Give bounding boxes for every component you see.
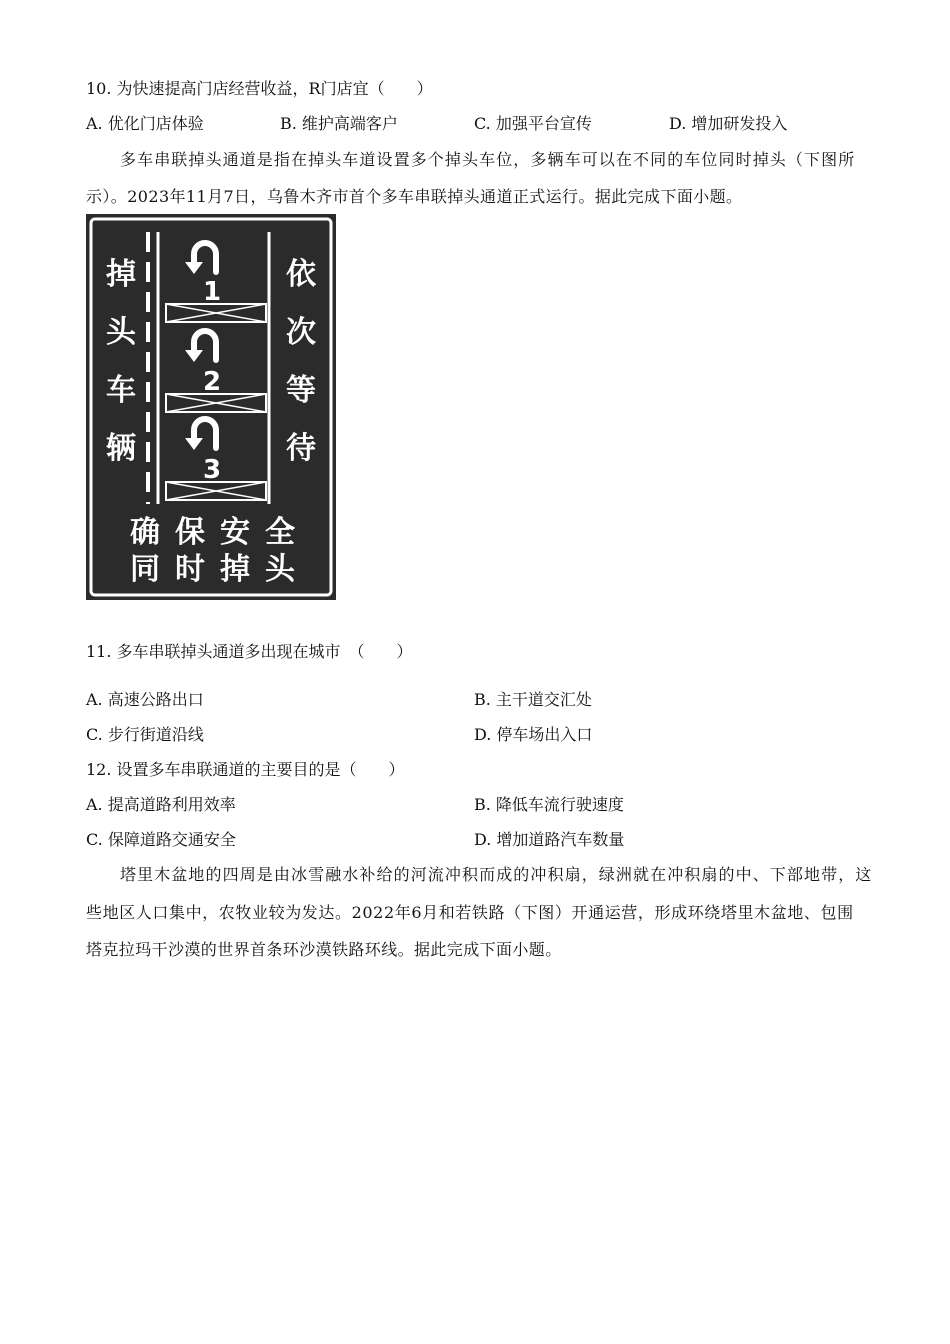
q11-option-a: A. 高速公路出口 xyxy=(86,690,204,709)
bottom-row1-char-4: 全 xyxy=(265,515,295,550)
bottom-row2-char-2: 时 xyxy=(175,552,205,587)
q12-option-b: B. 降低车流行驶速度 xyxy=(474,795,624,814)
q11-option-c: C. 步行街道沿线 xyxy=(86,725,204,744)
slot-number-2: 2 xyxy=(202,367,222,397)
passage2-line2: 些地区人口集中，农牧业较为发达。2022年6月和若铁路（下图）开通运营，形成环绕塔里木盆地、包围 xyxy=(86,903,854,922)
bottom-row1-char-3: 安 xyxy=(220,515,250,550)
left-text-char-4: 辆 xyxy=(106,431,136,466)
passage2-line3: 塔克拉玛干沙漠的世界首条环沙漠铁路环线。据此完成下面小题。 xyxy=(86,940,562,959)
bottom-row1-char-2: 保 xyxy=(175,515,205,550)
bottom-row2-char-3: 掉 xyxy=(220,552,250,587)
left-text-char-2: 头 xyxy=(106,315,136,350)
q10-option-a: A. 优化门店体验 xyxy=(86,114,204,133)
q11-option-b: B. 主干道交汇处 xyxy=(474,690,592,709)
q11-option-d: D. 停车场出入口 xyxy=(474,725,593,744)
slot-number-3: 3 xyxy=(202,455,222,485)
right-text-char-1: 依 xyxy=(286,257,316,292)
slot-number-1: 1 xyxy=(202,277,222,307)
q12-stem: 12. 设置多车串联通道的主要目的是（ ） xyxy=(86,760,405,779)
right-text-char-3: 等 xyxy=(286,373,316,408)
q12-option-c: C. 保障道路交通安全 xyxy=(86,830,236,849)
passage2-line1: 塔里木盆地的四周是由冰雪融水补给的河流冲积而成的冲积扇，绿洲就在冲积扇的中、下部地带，这 xyxy=(120,865,873,884)
q10-option-d: D. 增加研发投入 xyxy=(669,114,788,133)
q11-stem: 11. 多车串联掉头通道多出现在城市 （ ） xyxy=(86,642,413,661)
q10-option-c: C. 加强平台宣传 xyxy=(474,114,592,133)
q10-stem: 10. 为快速提高门店经营收益，R门店宜（ ） xyxy=(86,79,433,98)
u-turn-sign-figure xyxy=(86,214,336,600)
bottom-row2-char-1: 同 xyxy=(130,552,160,587)
q12-option-d: D. 增加道路汽车数量 xyxy=(474,830,625,849)
passage1-line1: 多车串联掉头通道是指在掉头车道设置多个掉头车位，多辆车可以在不同的车位同时掉头（下图所 xyxy=(120,150,856,169)
bottom-row1-char-1: 确 xyxy=(130,515,160,550)
left-text-char-1: 掉 xyxy=(106,257,136,292)
left-text-char-3: 车 xyxy=(106,373,136,408)
passage1-line2: 示）。2023年11月7日，乌鲁木齐市首个多车串联掉头通道正式运行。据此完成下面小题。 xyxy=(86,187,743,206)
right-text-char-2: 次 xyxy=(286,315,316,350)
right-text-char-4: 待 xyxy=(286,431,316,466)
bottom-row2-char-4: 头 xyxy=(265,552,295,587)
q10-option-b: B. 维护高端客户 xyxy=(280,114,398,133)
q12-option-a: A. 提高道路利用效率 xyxy=(86,795,236,814)
